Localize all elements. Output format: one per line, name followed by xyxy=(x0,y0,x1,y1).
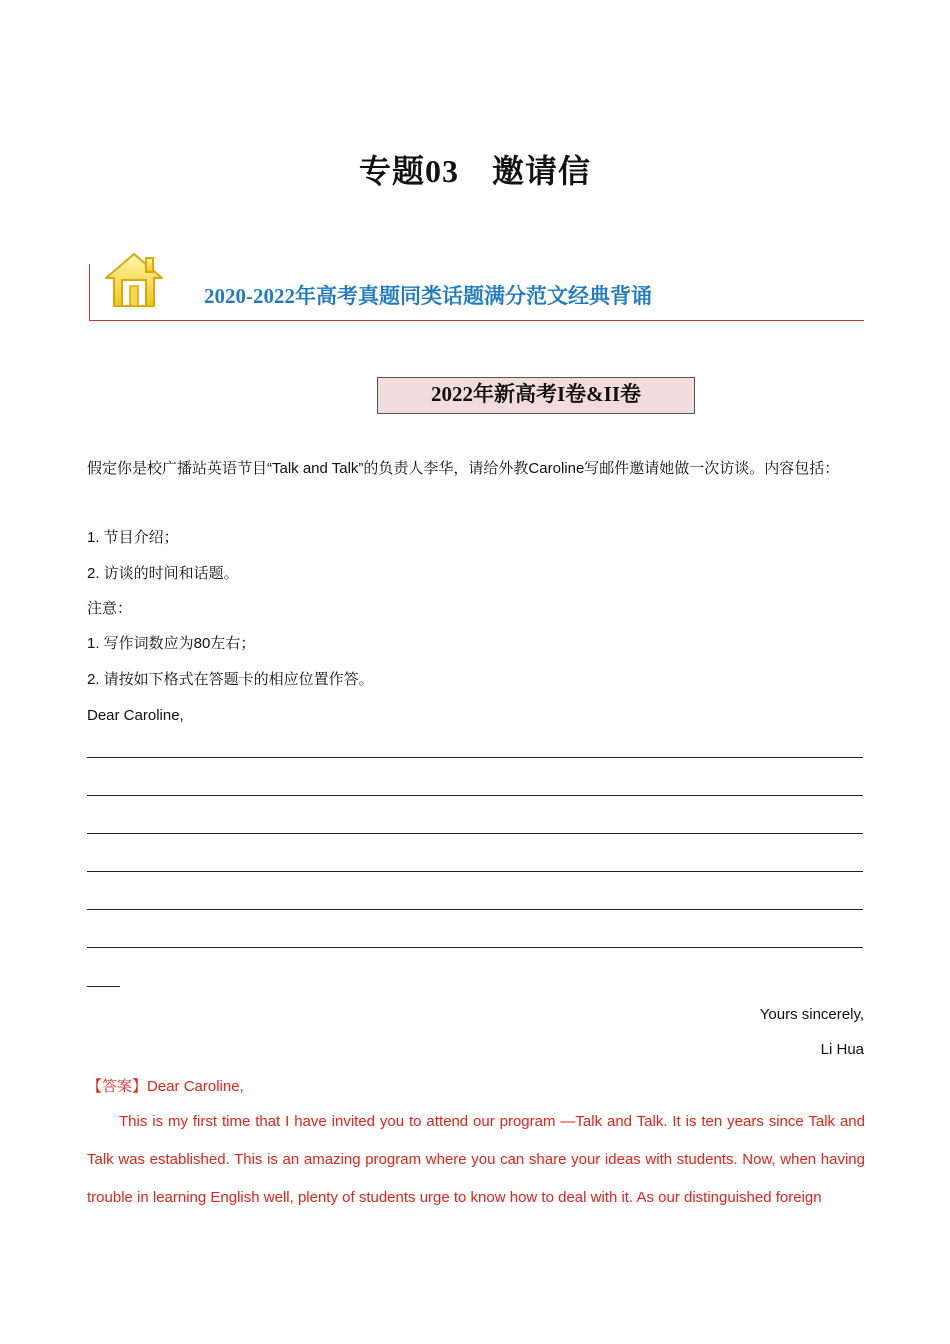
answer-line xyxy=(87,795,863,796)
answer-line-end xyxy=(87,986,120,987)
answer-greeting: Dear Caroline, xyxy=(147,1078,244,1095)
item-2: 2. 访谈的时间和话题。 xyxy=(87,565,239,582)
answer-line xyxy=(87,947,863,948)
banner-bottom-rule xyxy=(89,320,864,321)
answer-heading xyxy=(87,1077,244,1097)
letter-closing: Yours sincerely, xyxy=(759,1006,864,1023)
notes-label: 注意： xyxy=(87,600,133,617)
banner-left-rule xyxy=(89,264,90,320)
item-1: 1. 节目介绍； xyxy=(87,529,179,546)
section-box-label: 2022年新高考I卷&II卷 xyxy=(377,377,695,414)
note-1: 1. 写作词数应为80左右； xyxy=(87,635,256,652)
note-2: 2. 请按如下格式在答题卡的相应位置作答。 xyxy=(87,671,374,688)
answer-line xyxy=(87,833,863,834)
prompt-text: 假定你是校广播站英语节目“Talk and Talk”的负责人李华，请给外教Caroline写邮件邀请她做一次访谈。内容包括： xyxy=(87,460,840,477)
house-icon xyxy=(102,250,166,310)
answer-label: 【答案】 xyxy=(87,1078,148,1095)
section-banner xyxy=(88,250,864,322)
answer-line xyxy=(87,757,863,758)
letter-greeting: Dear Caroline, xyxy=(87,707,184,724)
answer-line xyxy=(87,871,863,872)
answer-body xyxy=(87,1103,865,1217)
letter-signature: Li Hua xyxy=(820,1041,864,1058)
answer-body-text: This is my first time that I have invited you to attend our program —Talk and Talk. It is ten years since Talk and Talk was established. This is an amazing program where you can share your ideas with students. Now, when having trouble in learning English well, plenty of students urge to know how to deal with it. As our distinguished foreign xyxy=(87,1113,865,1206)
banner-text: 2020-2022年高考真题同类话题满分范文经典背诵 xyxy=(204,284,652,308)
page-title: 专题03 邀请信 xyxy=(358,153,591,189)
answer-line xyxy=(87,909,863,910)
